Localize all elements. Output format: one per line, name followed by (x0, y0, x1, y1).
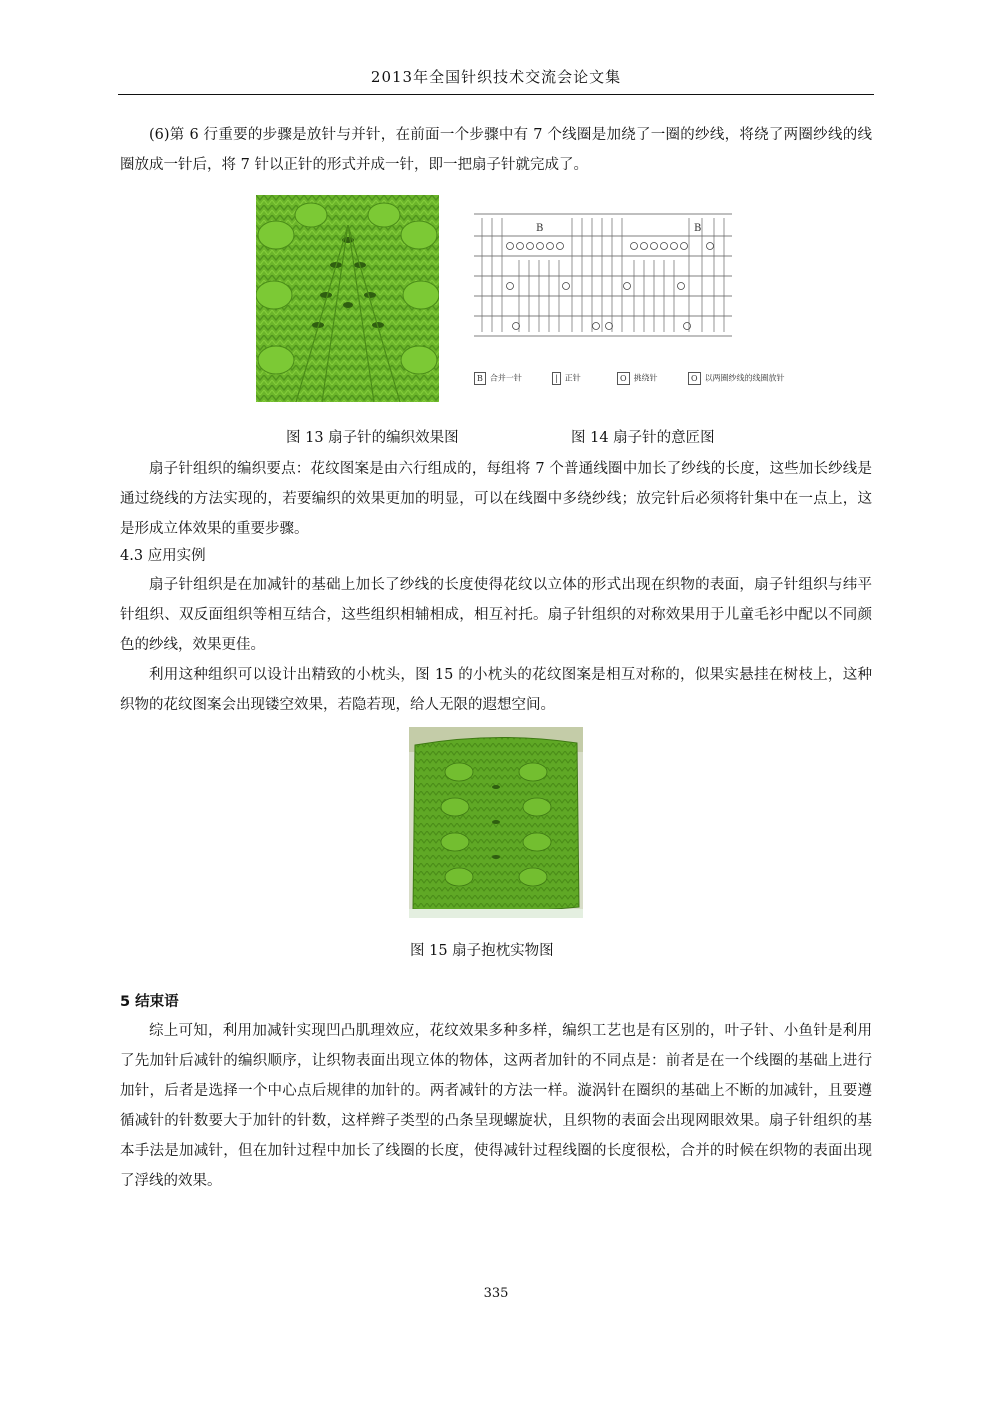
legend-yarnover-symbol: O (617, 372, 630, 385)
running-header: 2013年全国针织技术交流会论文集 (370, 68, 622, 86)
legend-merge-symbol: B (474, 372, 486, 385)
figure-15-caption: 图 15 扇子抱枕实物图 (410, 943, 554, 959)
paragraph-pillow: 利用这种组织可以设计出精致的小枕头，图 15 的小枕头的花纹图案是相互对称的，似果实悬挂在树枝上，这种织物的花纹图案会出现镂空效果，若隐若现，给人无限的遐想空间。 (120, 667, 872, 713)
chart-mark-b2: B (694, 223, 702, 234)
legend-double-wrap-symbol: O (688, 372, 701, 385)
header-rule (118, 94, 874, 95)
legend-merge (474, 372, 522, 385)
legend-double-wrap-label: 以两圈纱线的线圈放针 (704, 373, 785, 383)
legend-knit-label: 正针 (564, 373, 581, 383)
stitch-grid (474, 200, 736, 350)
legend-knit (552, 372, 581, 385)
legend-double-wrap (688, 372, 785, 385)
pillow-photo (409, 727, 583, 918)
figure-14-stitch-chart (474, 200, 736, 400)
paragraph-application: 扇子针组织是在加减针的基础上加长了纱线的长度使得花纹以立体的形式出现在织物的表面，扇子针组织与纬平针组织、双反面组织等相互结合，这些组织相辅相成，相互衬托。扇子针组织的对称效果用于儿童毛衫中配以不同颜色的纱线，效果更佳。 (120, 577, 872, 653)
figure-15-pillow-photo (409, 727, 583, 918)
knit-photo-fan-stitch (256, 195, 439, 402)
figure-13-caption: 图 13 扇子针的编织效果图 (286, 430, 459, 446)
legend-merge-label: 合并一针 (489, 373, 522, 383)
page-number: 335 (483, 1286, 509, 1301)
paragraph-step6: (6)第 6 行重要的步骤是放针与并针，在前面一个步骤中有 7 个线圈是加绕了一圈的纱线，将绕了两圈纱线的线圈放成一针后，将 7 针以正针的形式并成一针，即一把扇子针就完成了。 (120, 127, 872, 173)
heading-4-3: 4.3 应用实例 (120, 548, 206, 564)
heading-5-conclusion: 5 结束语 (120, 994, 179, 1010)
paragraph-conclusion: 综上可知，利用加减针实现凹凸肌理效应，花纹效果多种多样，编织工艺也是有区别的，叶子针、小鱼针是利用了先加针后减针的编织顺序，让织物表面出现立体的物体，这两者加针的不同点是：前者是在一个线圈的基础上进行加针，后者是选择一个中心点后规律的加针的。两者减针的方法一样。漩涡针在圈织的基础上不断的加减针，且要遵循减针的针数要大于加针的针数，这样辫子类型的凸条呈现螺旋状，且织物的表面会出现网眼效果。扇子针组织的基本手法是加减针，但在加针过程中加长了线圈的长度，使得减针过程线圈的长度很松，合并的时候在织物的表面出现了浮线的效果。 (120, 1023, 872, 1189)
figure-14-caption: 图 14 扇子针的意匠图 (571, 430, 715, 446)
paragraph-key-points: 扇子针组织的编织要点：花纹图案是由六行组成的，每组将 7 个普通线圈中加长了纱线的长度，这些加长纱线是通过绕线的方法实现的，若要编织的效果更加的明显，可以在线圈中多绕纱线；放完针后必须将针集中在一点上，这是形成立体效果的重要步骤。 (120, 461, 872, 537)
chart-mark-b1: B (536, 223, 544, 234)
legend-yarnover (617, 372, 658, 385)
legend-knit-symbol: | (552, 372, 561, 385)
legend-yarnover-label: 挑绕针 (633, 373, 658, 383)
figure-13-knit-photo (256, 195, 439, 402)
